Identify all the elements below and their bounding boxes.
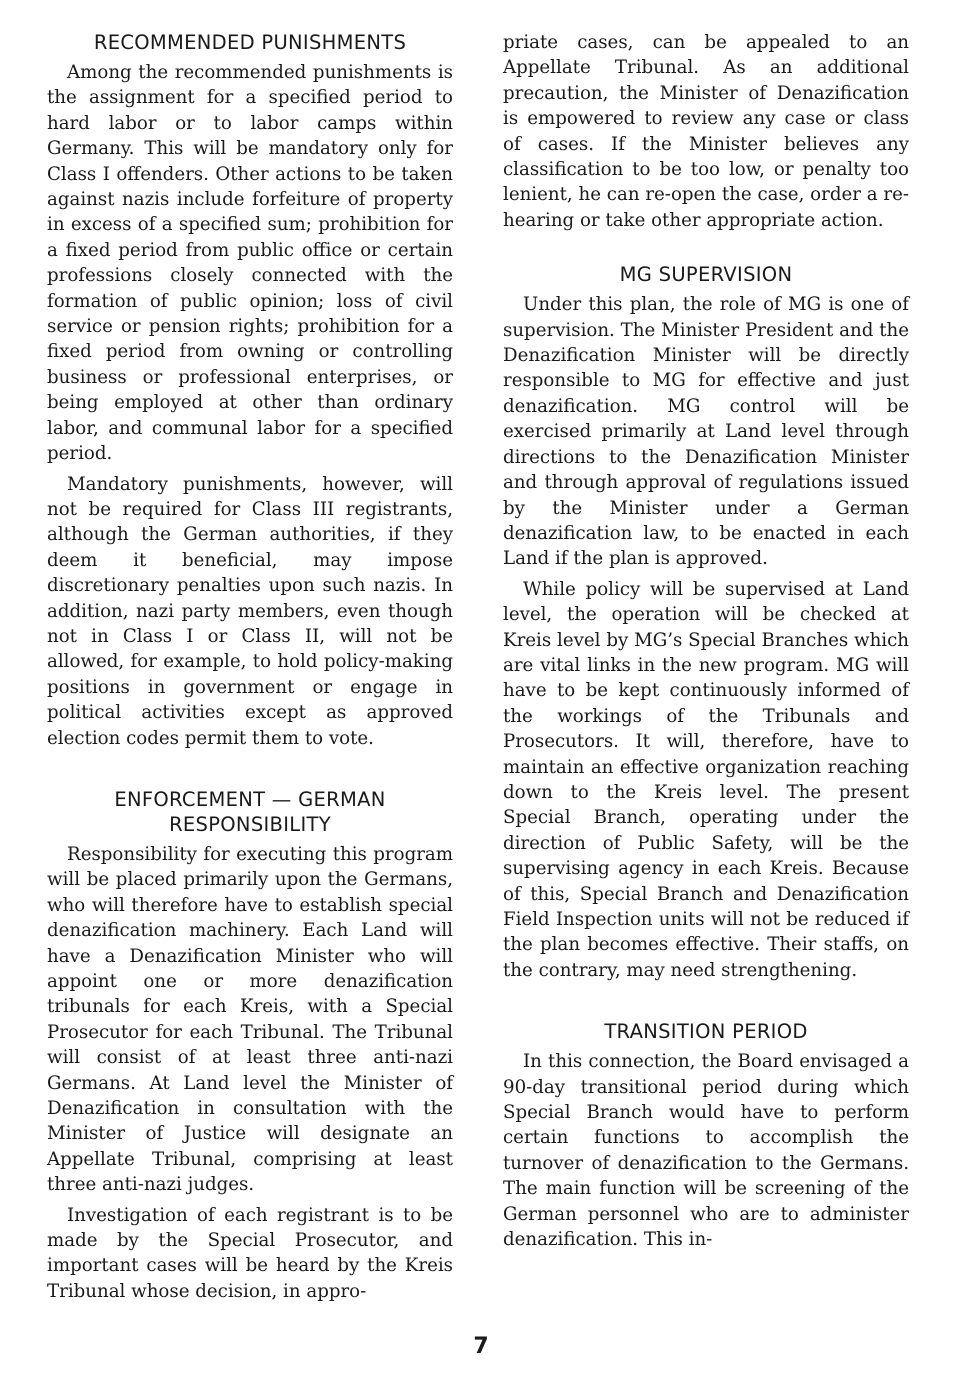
heading-enforcement bbox=[47, 787, 453, 837]
heading-line: RESPONSIBILITY bbox=[169, 812, 331, 836]
paragraph: While policy will be supervised at Land level, the operation will be checked at Kreis level by MG’s Special Branches which are vital links in the new program. MG will have to be kept continuously informed of the workings of the Tribunals and Prosecutors. It will, therefore, have to maintain an effective organization reaching down to the Kreis level. The present Special Branch, operating under the direction of Public Safety, will be the supervising agency in each Kreis. Because of this, Special Branch and Denazification Field Inspection units will not be reduced if the plan becomes effective. Their staffs, on the contrary, may need strengthening. bbox=[503, 578, 909, 981]
section-gap bbox=[47, 756, 453, 787]
paragraph: Responsibility for executing this program will be placed primarily upon the Germans, who will therefore have to establish special denazification machinery. Each Land will have a Denazification Minister who will appoint one or more denazification tribunals for each Kreis, with a Special Prosecutor for each Tribunal. The Tribunal will consist of at least three anti-nazi Germans. At Land level the Minister of Denazification in consultation with the Minister of Justice will designate an Appellate Tribunal, comprising at least three anti-nazi judges. bbox=[47, 843, 453, 1196]
heading-line: ENFORCEMENT — GERMAN bbox=[114, 787, 386, 811]
paragraph: Investigation of each registrant is to be made by the Special Prosecutor, and important cases will be heard by the Kreis Tribunal whose decision, in appro- bbox=[47, 1204, 453, 1302]
page-number: 7 bbox=[473, 1334, 489, 1359]
right-column bbox=[503, 30, 909, 1257]
heading-transition-period: TRANSITION PERIOD bbox=[604, 1020, 808, 1044]
heading-recommended-punishments: RECOMMENDED PUNISHMENTS bbox=[93, 31, 407, 54]
paragraph: Under this plan, the role of MG is one of supervision. The Minister President and the Denazification Minister will be directly responsible to MG for effective and just denazification. MG control will be exercised primarily at Land level through directions to the Denazification Minister and through approval of regulations issued by the Minister under a German denazification law, to be enacted in each Land if the plan is approved. bbox=[503, 294, 909, 570]
paragraph: Among the recommended punishments is the assignment for a specified period to hard labor or to labor camps within Germany. This will be mandatory only for Class I offenders. Other actions to be taken against nazis include forfeiture of property in excess of a specified sum; prohibition for a fixed period from public office or certain professions closely connected with the formation of public opinion; loss of civil service or pension rights; prohibition for a fixed period from owning or controlling business or professional enterprises, or being employed at other than ordinary labor, and communal labor for a specified period. bbox=[47, 62, 453, 465]
paragraph-continuation: priate cases, can be appealed to an Appellate Tribunal. As an additional precaution, the Minister of Denazification is empowered to review any case or class of cases. If the Minister believes any classification to be too low, or penalty too lenient, he can re-open the case, order a re-hearing or take other appropriate action. bbox=[503, 32, 909, 231]
heading-mg-supervision: MG SUPERVISION bbox=[619, 263, 793, 287]
paragraph: Mandatory punishments, however, will not be required for Class III registrants, although the German authorities, if they deem it beneficial, may impose discretionary penalties upon such nazis. In addition, nazi party members, even though not in Class I or Class II, will not be allowed, for example, to hold policy-making positions in government or engage in political activities except as approved election codes permit them to vote. bbox=[47, 473, 453, 749]
section-gap bbox=[503, 988, 909, 1019]
section-gap bbox=[503, 238, 909, 262]
paragraph: In this connection, the Board envisaged a 90-day transitional period during which Special Branch would have to perform certain functions to accomplish the turnover of denazification to the Germans. The main function will be screening of the German personnel who are to administer denazification. This in- bbox=[503, 1051, 909, 1251]
left-column bbox=[47, 30, 453, 1309]
